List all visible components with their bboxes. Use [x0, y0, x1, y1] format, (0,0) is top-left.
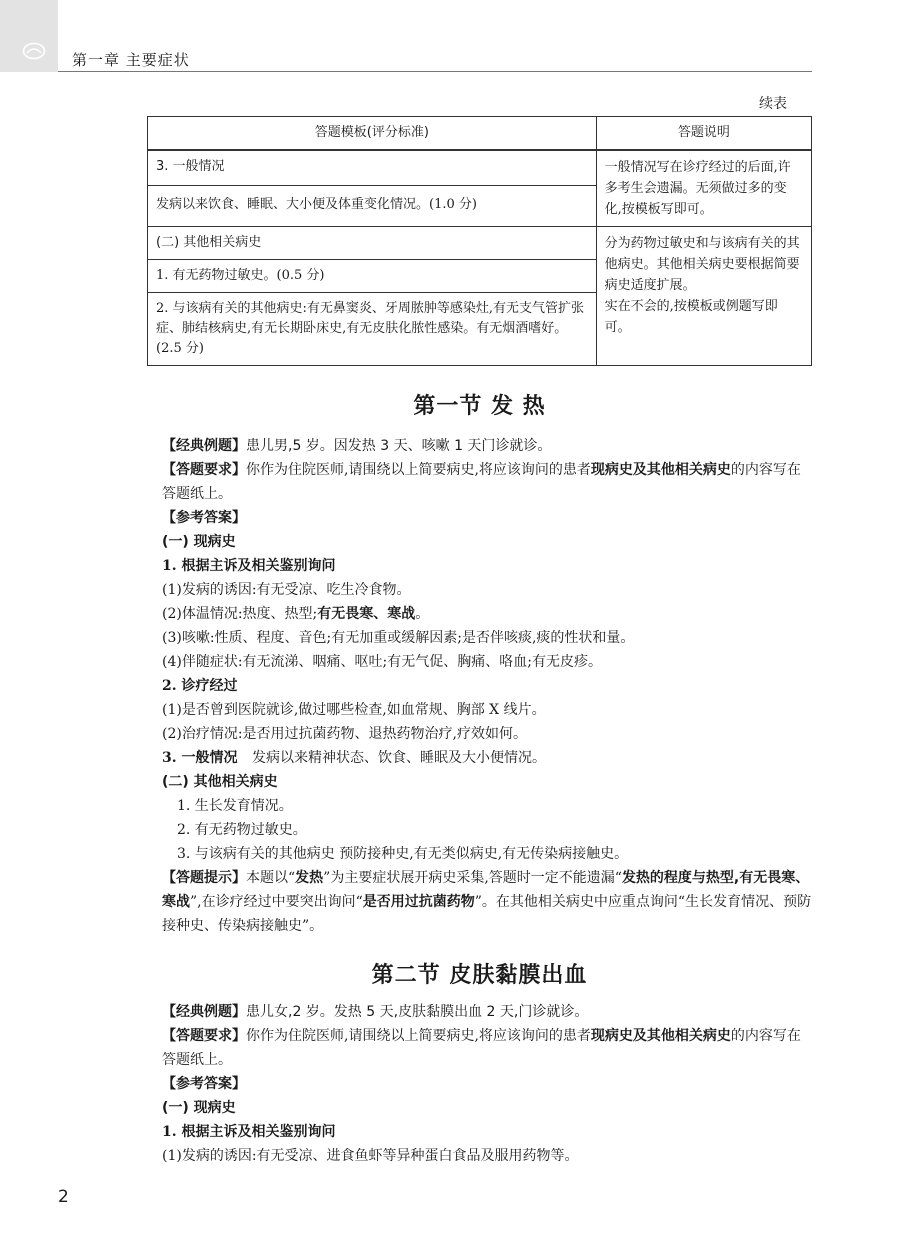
tip-emphasis: 发热的程度与热型,有无畏寒、寒战 [162, 870, 810, 910]
example-text: 患儿男,5 岁。因发热 3 天、咳嗽 1 天门诊就诊。 [246, 438, 552, 454]
chief-complaint-heading: 1. 根据主诉及相关鉴别询问 [162, 1124, 336, 1140]
publisher-logo-icon [22, 42, 46, 60]
general-text: 发病以来精神状态、饮食、睡眠及大小便情况。 [251, 750, 546, 766]
table-row [148, 227, 812, 260]
general-heading: 3. 一般情况 [162, 750, 238, 766]
other-history-heading: (二) 其他相关病史 [162, 774, 278, 790]
current-history-heading: (一) 现病史 [162, 534, 236, 550]
list-item: 3. 与该病有关的其他病史 预防接种史,有无类似病史,有无传染病接触史。 [177, 846, 629, 862]
list-item: 2. 有无药物过敏史。 [177, 822, 307, 838]
list-item: (2)治疗情况:是否用过抗菌药物、退热药物治疗,疗效如何。 [162, 726, 527, 742]
general-condition-body: 发病以来饮食、睡眠、大小便及体重变化情况。(1.0 分) [148, 185, 597, 226]
answer-template-table [147, 116, 812, 366]
reference-answer-tag: 【参考答案】 [162, 1076, 246, 1092]
section2-body [147, 1000, 812, 1168]
reference-answer-tag: 【参考答案】 [162, 510, 246, 526]
section1-body [147, 434, 812, 938]
list-item: 1. 生长发育情况。 [177, 798, 293, 814]
list-item: (1)发病的诱因:有无受凉、进食鱼虾等异种蛋白食品及服用药物等。 [162, 1148, 579, 1164]
example-tag: 【经典例题】 [162, 1004, 246, 1020]
section2-title: 第二节 皮肤黏膜出血 [371, 962, 588, 988]
page-corner-tab [0, 0, 58, 72]
list-item-tail: 。 [415, 606, 430, 622]
current-history-heading: (一) 现病史 [162, 1100, 236, 1116]
table-row [148, 150, 812, 185]
page-number: 2 [58, 1187, 69, 1207]
tip-tag: 【答题提示】 [162, 870, 246, 886]
treatment-heading: 2. 诊疗经过 [162, 678, 238, 694]
header-rule [58, 71, 812, 72]
requirement-text: 你作为住院医师,请围绕以上简要病史,将应该询问的患者 [246, 1028, 591, 1044]
allergy-item: 1. 有无药物过敏史。(0.5 分) [148, 260, 597, 293]
general-condition-heading: 3. 一般情况 [148, 150, 597, 185]
tip-emphasis: 是否用过抗菌药物 [362, 894, 475, 910]
continued-label: 续表 [759, 96, 787, 112]
tip-text: ”为主要症状展开病史采集,答题时一定不能遗漏“ [323, 870, 622, 886]
requirement-tag: 【答题要求】 [162, 462, 246, 478]
list-item-emphasis: 有无畏寒、寒战 [317, 606, 416, 622]
list-item: (1)是否曾到医院就诊,做过哪些检查,如血常规、胸部 X 线片。 [162, 702, 546, 718]
other-history-heading: (二) 其他相关病史 [148, 227, 597, 260]
requirement-tail: 的内容写在答题纸上。 [162, 462, 801, 502]
chapter-header: 第一章 主要症状 [72, 51, 190, 69]
example-tag: 【经典例题】 [162, 438, 246, 454]
list-item: (1)发病的诱因:有无受凉、吃生冷食物。 [162, 582, 411, 598]
tip-text: ”,在诊疗经过中要突出询问“ [190, 894, 363, 910]
table-header-notes: 答题说明 [596, 117, 811, 151]
list-item: (3)咳嗽:性质、程度、音色;有无加重或缓解因素;是否伴咳痰,痰的性状和量。 [162, 630, 635, 646]
related-history-item: 2. 与该病有关的其他病史:有无鼻窦炎、牙周脓肿等感染灶,有无支气管扩张症、肺结核病史,有无长期卧床史,有无皮肤化脓性感染。有无烟酒嗜好。(2.5 分) [148, 293, 597, 366]
requirement-emphasis: 现病史及其他相关病史 [590, 462, 731, 478]
list-item: (4)伴随症状:有无流涕、咽痛、呕吐;有无气促、胸痛、咯血;有无皮疹。 [162, 654, 602, 670]
example-text: 患儿女,2 岁。发热 5 天,皮肤黏膜出血 2 天,门诊就诊。 [246, 1004, 589, 1020]
other-history-note [596, 227, 811, 366]
tip-emphasis: 发热 [295, 870, 324, 886]
other-history-note-a: 分为药物过敏史和与该病有关的其他病史。其他相关病史要根据简要病史适度扩展。 [604, 236, 800, 293]
general-condition-note: 一般情况写在诊疗经过的后面,许多考生会遗漏。无须做过多的变化,按模板写即可。 [596, 150, 811, 227]
section1-title: 第一节 发 热 [413, 393, 546, 419]
table-header-template: 答题模板(评分标准) [148, 117, 597, 151]
chief-complaint-heading: 1. 根据主诉及相关鉴别询问 [162, 558, 336, 574]
requirement-tail: 的内容写在答题纸上。 [162, 1028, 801, 1068]
requirement-emphasis: 现病史及其他相关病史 [590, 1028, 731, 1044]
list-item: (2)体温情况:热度、热型; [162, 606, 318, 622]
table-header-row [148, 117, 812, 151]
requirement-tag: 【答题要求】 [162, 1028, 246, 1044]
requirement-text: 你作为住院医师,请围绕以上简要病史,将应该询问的患者 [246, 462, 591, 478]
other-history-note-b: 实在不会的,按模板或例题写即可。 [604, 299, 778, 335]
tip-text: 本题以“ [246, 870, 296, 886]
tip-text: ”。在其他相关病史中应重点询问“生长发育情况、预防接种史、传染病接触史”。 [162, 894, 812, 934]
